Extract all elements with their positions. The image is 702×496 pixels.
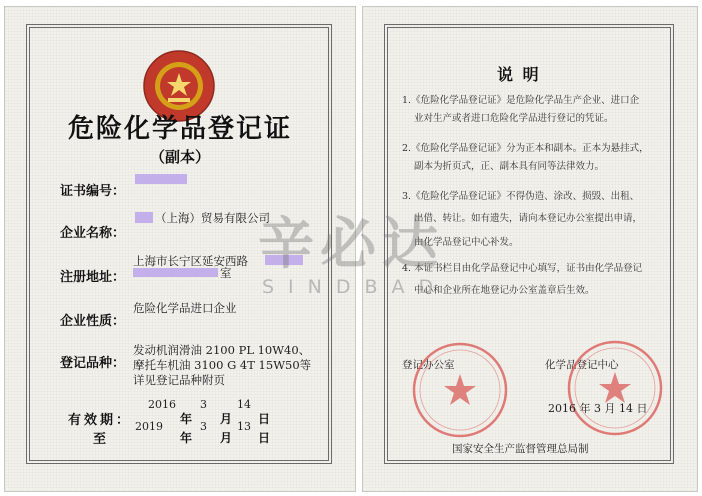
chemical-registration-center-label: 化学品登记中心 <box>545 359 619 371</box>
month-unit: 月 <box>220 431 233 445</box>
validity-label: 有效期： <box>68 413 133 428</box>
certificate-title: 危险化学品登记证 <box>67 114 292 144</box>
valid-from-month: 3 <box>200 398 207 411</box>
notes-title: 说 明 <box>497 65 541 84</box>
valid-from-day: 14 <box>237 398 251 411</box>
cert-number-redaction <box>135 174 187 184</box>
variety-line: 发动机润滑油 2100 PL 10W40、 <box>133 343 311 357</box>
note-1-line: 1.《危险化学品登记证》是危险化学品生产企业、进口企 <box>402 95 640 106</box>
company-name-value: （上海）贸易有限公司 <box>155 211 270 225</box>
variety-line: 摩托车机油 3100 G 4T 15W50等 <box>133 358 312 372</box>
certificate-subtitle: （副本） <box>149 148 210 166</box>
watermark-subtext: SINDBAD <box>262 276 448 298</box>
month-unit: 月 <box>220 412 233 426</box>
validity-to-label: 至 <box>93 432 107 447</box>
note-4-line: 4. 本证书栏目由化学品登记中心填写，证书由化学品登记 <box>402 263 643 274</box>
note-3-line: 3.《危险化学品登记证》不得伪造、涂改、损毁、出租、 <box>402 191 640 202</box>
issuing-authority: 国家安全生产监督管理总局制 <box>452 443 589 455</box>
watermark-text: 辛必达 <box>258 212 444 277</box>
variety-line: 详见登记品种附页 <box>133 373 225 387</box>
issue-date: 2016 年 3 月 14 日 <box>548 402 648 415</box>
day-unit: 日 <box>258 431 271 445</box>
registered-address-line1: 上海市长宁区延安西路 <box>133 254 248 268</box>
company-name-redaction <box>135 212 153 223</box>
day-unit: 日 <box>258 412 271 426</box>
registration-center-seal-icon <box>565 338 665 438</box>
valid-from-year: 2016 <box>148 398 176 411</box>
year-unit: 年 <box>180 431 193 445</box>
note-4-line: 中心和企业所在地登记办公室盖章后生效。 <box>414 285 595 296</box>
enterprise-nature-label: 企业性质： <box>60 314 126 329</box>
valid-to-month: 3 <box>200 420 207 433</box>
company-name-label: 企业名称： <box>60 226 126 241</box>
note-3-line: 由化学品登记中心补发。 <box>414 237 519 248</box>
address-redaction-2 <box>133 268 218 277</box>
registered-varieties-label: 登记品种： <box>60 356 126 371</box>
note-2-line: 副本为折页式，正、副本具有同等法律效力。 <box>414 161 605 172</box>
enterprise-nature-value: 危险化学品进口企业 <box>133 301 237 315</box>
cert-number-label: 证书编号： <box>60 184 126 199</box>
registration-office-label: 登记办公室 <box>402 359 455 371</box>
note-3-line: 出借、转让。如有遗失，请向本登记办公室提出申请， <box>414 213 643 224</box>
registered-address-label: 注册地址： <box>60 270 126 285</box>
year-unit: 年 <box>180 412 193 426</box>
valid-to-year: 2019 <box>135 420 163 433</box>
registered-address-line2: 室 <box>220 266 232 280</box>
note-1-line: 业对生产或者进口危险化学品进行登记的凭证。 <box>414 113 614 124</box>
valid-to-day: 13 <box>237 420 251 433</box>
registration-office-seal-icon <box>410 340 510 440</box>
note-2-line: 2.《危险化学品登记证》分为正本和副本。正本为悬挂式， <box>402 143 649 154</box>
